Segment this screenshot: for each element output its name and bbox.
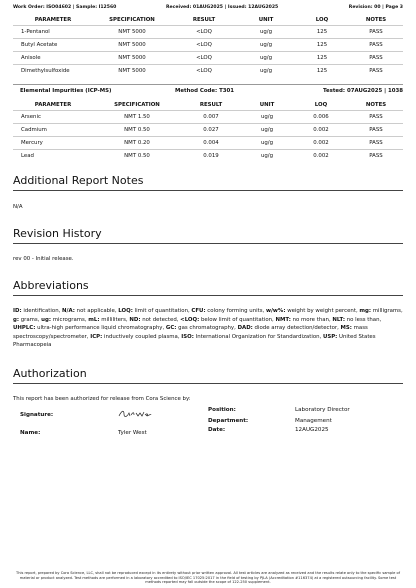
cell-specification: NMT 5000 (93, 52, 171, 65)
cell-unit: ug/g (237, 52, 295, 65)
cell-loq: 0.002 (293, 137, 349, 150)
cell-unit: ug/g (237, 39, 295, 52)
position-label: Position: (208, 407, 236, 413)
cell-parameter: 1-Pentanol (13, 26, 93, 39)
abbreviation-definition: not detected, (140, 316, 181, 323)
abbreviation-definition: grams, (19, 316, 42, 323)
cell-loq: 0.002 (293, 150, 349, 163)
cell-result: <LOQ (171, 52, 237, 65)
abbreviation-term: LOQ: (118, 308, 133, 314)
cell-parameter: Dimethylsulfoxide (13, 65, 93, 78)
revision-text: rev 00 - Initial release. (13, 256, 74, 262)
abbreviation-term: ug: (41, 316, 52, 323)
section-title: Elemental Impurities (ICP-MS) (20, 88, 112, 94)
abbreviation-definition: gas chromatography, (176, 325, 238, 331)
col-notes: NOTES (365, 101, 387, 108)
signature-image (118, 409, 152, 421)
col-loq: LOQ (314, 101, 328, 108)
cell-parameter: Arsenic (13, 111, 93, 124)
received-issued: Received: 01AUG2025 | Issued: 12AUG2025 (166, 5, 279, 10)
abbreviation-definition: below limit of quantitation, (199, 316, 276, 323)
work-order: Work Order: ISO04602 | Sample: I12560 (13, 5, 117, 10)
abbreviation-definition: milliliters, (99, 316, 130, 323)
abbreviation-definition: weight by weight percent, (285, 308, 360, 314)
cell-notes: PASS (349, 150, 403, 163)
cell-parameter: Anisole (13, 52, 93, 65)
abbreviation-term: NLT: (332, 316, 345, 323)
abbreviation-term: GC: (165, 325, 177, 331)
cell-notes: PASS (349, 26, 403, 39)
cell-unit: ug/g (237, 26, 295, 39)
table-row (13, 52, 403, 65)
cell-unit: ug/g (241, 150, 293, 163)
table-row (13, 65, 403, 78)
col-parameter: PARAMETER (34, 16, 72, 23)
notes-heading: Additional Report Notes (13, 174, 403, 191)
col-unit: UNIT (258, 16, 274, 23)
cell-specification: NMT 0.20 (93, 137, 181, 150)
name-label: Name: (20, 430, 41, 436)
notes-text: N/A (13, 204, 23, 210)
abbreviation-definition: no more than, (290, 316, 333, 323)
cell-unit: ug/g (241, 137, 293, 150)
cell-loq: 125 (295, 52, 349, 65)
abbreviation-definition: mass spectroscopy/spectrometer, (13, 325, 368, 340)
table-row (13, 26, 403, 39)
cell-loq: 125 (295, 39, 349, 52)
abbreviation-definition: inductively coupled plasma, (102, 333, 182, 340)
col-specification: SPECIFICATION (114, 101, 160, 108)
cell-specification: NMT 5000 (93, 39, 171, 52)
cell-loq: 125 (295, 65, 349, 78)
department-label: Department: (208, 418, 249, 424)
cell-unit: ug/g (237, 65, 295, 78)
abbreviation-term: DAD: (237, 325, 253, 331)
abbreviation-definition: limit of quantitation, (132, 308, 192, 314)
table-header-row (13, 14, 403, 26)
abbreviations-heading: Abbreviations (13, 279, 403, 296)
department-value: Management (295, 418, 332, 424)
abbreviation-definition: diode array detection/detector, (252, 325, 341, 331)
abbreviation-definition: identification, (21, 308, 63, 314)
signature-label: Signature: (20, 412, 54, 418)
signer-name: Tyler West (118, 430, 147, 436)
abbreviation-term: g: (13, 316, 20, 323)
cell-parameter: Mercury (13, 137, 93, 150)
abbreviation-term: ID: (13, 308, 22, 314)
cell-loq: 0.006 (293, 111, 349, 124)
cell-result: <LOQ (171, 26, 237, 39)
abbreviation-definition: no less than, (344, 316, 382, 323)
revision-page: Revision: 00 | Page 3 (348, 5, 403, 10)
cell-parameter: Lead (13, 150, 93, 163)
abbreviations-text (13, 307, 403, 350)
col-result: RESULT (192, 16, 216, 23)
cell-result: 0.027 (181, 124, 241, 137)
cell-notes: PASS (349, 137, 403, 150)
authorization-text: This report has been authorized for release from Cora Science by: (13, 396, 191, 402)
cell-notes: PASS (349, 52, 403, 65)
cell-loq: 125 (295, 26, 349, 39)
table-row (13, 124, 403, 137)
cell-result: 0.007 (181, 111, 241, 124)
abbreviation-definition: International Organization for Standardization, (193, 333, 323, 340)
cell-specification: NMT 5000 (93, 26, 171, 39)
table-header-row (13, 99, 403, 111)
cell-parameter: Butyl Acetate (13, 39, 93, 52)
abbreviation-term: w/w%: (265, 308, 286, 314)
cell-specification: NMT 0.50 (93, 150, 181, 163)
elemental-impurities-table (13, 99, 403, 162)
cell-result: <LOQ (171, 39, 237, 52)
abbreviation-term: mg: (359, 308, 372, 314)
authorization-heading: Authorization (13, 367, 403, 384)
abbreviation-term: mL: (88, 316, 100, 323)
abbreviation-definition: United States Pharmacopeia (13, 333, 376, 348)
abbreviation-term: NMT: (275, 316, 291, 323)
abbreviation-term: USP: (322, 333, 338, 340)
abbreviation-term: ISO: (181, 333, 194, 340)
elemental-section-header (13, 84, 403, 97)
cell-loq: 0.002 (293, 124, 349, 137)
table-row (13, 111, 403, 124)
footer-disclaimer: This report, prepared by Cora Science, LLC, shall not be reproduced except in its entirety without prior written approval. All test articles are analyzed as received and the results relate only to the specific sample of material or product analyzed. Test methods are performed in a laboratory accredited to ISO/IEC 17025:2017 in the field of testing by PJLA (Accreditation #116374) at a registered outsourcing facility. Some test methods reported may fall outside the scope of 122-250 supplement. (16, 571, 400, 585)
col-loq: LOQ (315, 16, 329, 23)
abbreviation-term: ND: (129, 316, 141, 323)
table-row (13, 150, 403, 163)
cell-specification: NMT 0.50 (93, 124, 181, 137)
abbreviation-term: ICP: (90, 333, 103, 340)
abbreviation-term: N/A: (62, 308, 75, 314)
position-value: Laboratory Director (295, 407, 350, 413)
revision-heading: Revision History (13, 227, 403, 244)
abbreviation-term: MS: (340, 325, 352, 331)
date-label: Date: (208, 427, 226, 433)
abbreviation-term: <LOQ: (180, 316, 200, 323)
col-notes: NOTES (365, 16, 387, 23)
cell-result: <LOQ (171, 65, 237, 78)
tested-date: Tested: 07AUG2025 | 1038 (323, 88, 403, 94)
cell-notes: PASS (349, 65, 403, 78)
cell-notes: PASS (349, 124, 403, 137)
table-row (13, 39, 403, 52)
abbreviation-definition: colony forming units, (205, 308, 266, 314)
date-value: 12AUG2025 (295, 427, 329, 433)
page-header (13, 5, 403, 13)
cell-parameter: Cadmium (13, 124, 93, 137)
col-parameter: PARAMETER (34, 101, 72, 108)
method-code: Method Code: T301 (175, 88, 235, 94)
abbreviation-definition: not applicable, (74, 308, 119, 314)
cell-unit: ug/g (241, 111, 293, 124)
abbreviation-definition: micrograms, (51, 316, 89, 323)
cell-notes: PASS (349, 39, 403, 52)
cell-result: 0.019 (181, 150, 241, 163)
col-result: RESULT (199, 101, 223, 108)
col-specification: SPECIFICATION (109, 16, 155, 23)
residual-solvents-table (13, 14, 403, 77)
cell-unit: ug/g (241, 124, 293, 137)
abbreviation-term: UHPLC: (13, 325, 36, 331)
cell-specification: NMT 5000 (93, 65, 171, 78)
cell-specification: NMT 1.50 (93, 111, 181, 124)
abbreviation-definition: ultra-high performance liquid chromatography, (35, 325, 166, 331)
abbreviation-term: CFU: (191, 308, 206, 314)
cell-result: 0.004 (181, 137, 241, 150)
table-row (13, 137, 403, 150)
abbreviation-definition: milligrams, (371, 308, 403, 314)
col-unit: UNIT (259, 101, 275, 108)
cell-notes: PASS (349, 111, 403, 124)
